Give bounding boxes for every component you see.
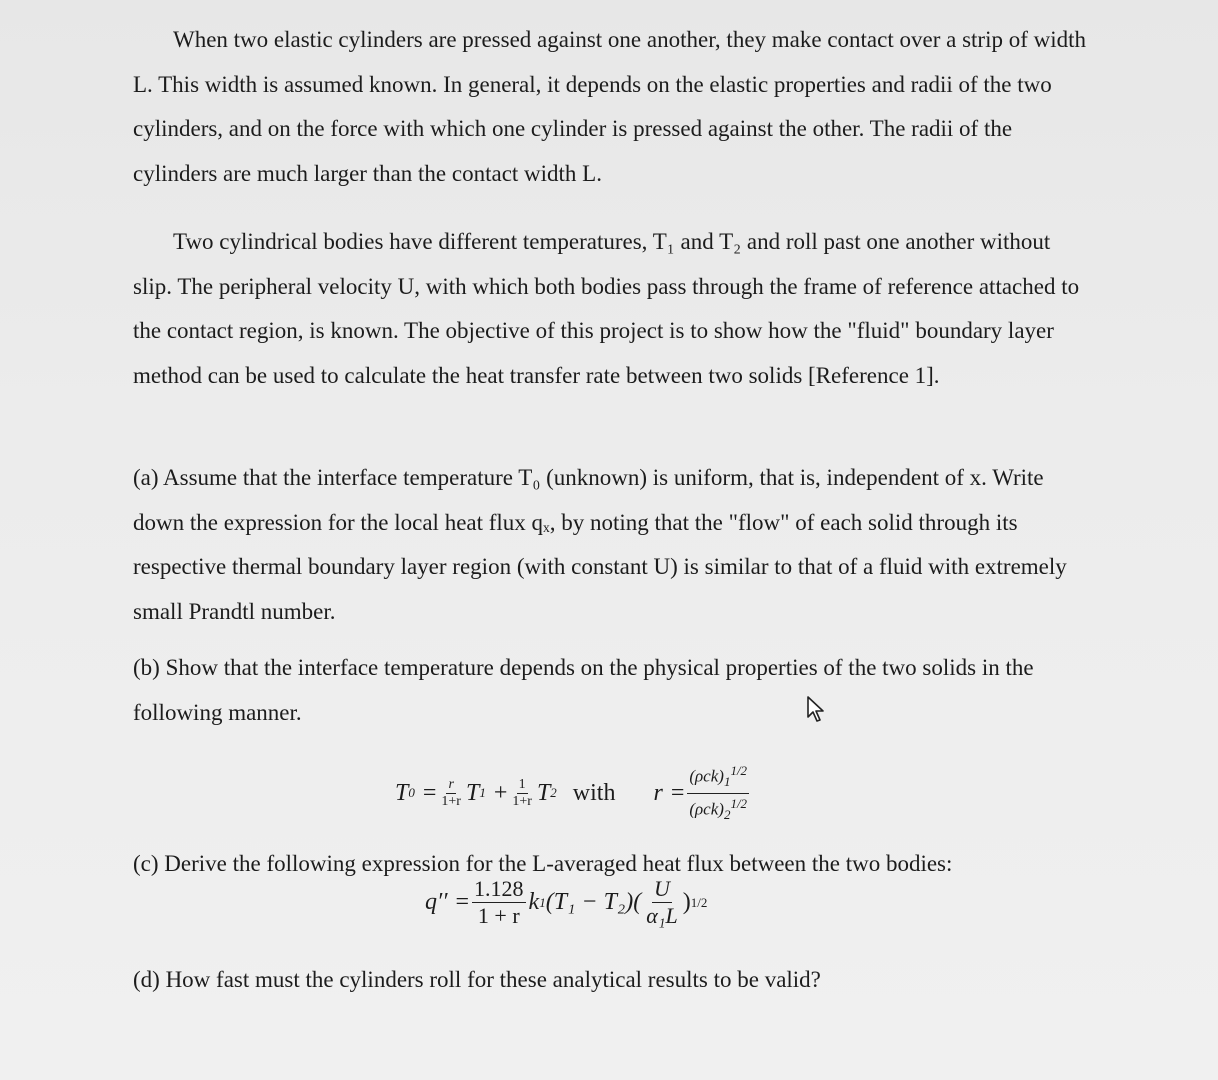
eq1-ratio-den-base: (ρck) [689, 799, 724, 819]
eq1-t2-sub: 2 [550, 785, 557, 800]
paragraph-intro-text: When two elastic cylinders are pressed against one another, they make contact over a strip of width L. This width is assumed known. In general, it depends on the elastic properties and radii of the two cylinders, and on the force with which one cylinder is pressed against the other. The radii of the cylinders are much larger than the contact width L. [133, 27, 1087, 186]
paragraph-problem-text: Two cylindrical bodies have different temperatures, T₁ and T₂ and roll past one another without slip. The peripheral velocity U, with which both bodies pass through the frame of reference attached to the contact region, is known. The objective of this project is to show how the "fluid" boundary layer method can be used to calculate the heat transfer rate between two solids [Reference 1]. [133, 229, 1080, 388]
eq1-lhs-sub: 0 [408, 785, 415, 800]
paragraph-problem [133, 220, 1093, 398]
eq1-frac2-num: 1 [518, 776, 526, 792]
eq2-fraction [472, 876, 526, 929]
eq1-plus: + [493, 779, 508, 806]
eq2-k: k [528, 889, 540, 915]
eq2-alpha-l: α₁L [646, 903, 678, 928]
eq2-frac-num: 1.128 [474, 876, 524, 901]
eq1-ratio-num [687, 761, 749, 793]
eq1-ratio [687, 761, 749, 824]
eq1-ratio-num-base: (ρck) [689, 767, 724, 787]
eq1-ratio-den-sub: 2 [723, 806, 731, 822]
question-a: (a) Assume that the interface temperature T₀ (unknown) is uniform, that is, independent of x. Write down the expression for the local heat flux qₓ, by noting that the "flow" of each solid through its respective thermal boundary layer region (with constant U) is similar to that of a fluid with extremely small Prandtl number. [133, 465, 1067, 624]
eq2-close-paren: ) [682, 889, 691, 915]
eq1-ratio-num-sup: 1/2 [730, 763, 748, 779]
eq1-ratio-den-sup: 1/2 [730, 795, 748, 811]
eq1-t1-sub: 1 [479, 785, 486, 800]
eq2-temperature-diff: (T₁ − T₂)( [545, 889, 642, 915]
question-c: (c) Derive the following expression for the L-averaged heat flux between the two bodies: [133, 851, 953, 876]
eq2-exponent: 1/2 [690, 894, 708, 910]
eq1-lhs: T [395, 779, 409, 806]
equation-averaged-heat-flux [425, 876, 707, 929]
question-d: (d) How fast must the cylinders roll for these analytical results to be valid? [133, 967, 821, 992]
eq1-frac1-den: 1+r [441, 793, 461, 809]
eq1-equals: = [422, 779, 437, 806]
eq2-lhs: q′′ [425, 889, 448, 915]
eq1-frac1-num: r [448, 776, 454, 792]
eq1-fraction-2 [510, 777, 534, 810]
eq1-r-equals: = [670, 779, 685, 806]
eq1-t1: T [465, 779, 480, 806]
eq2-frac-den: 1 + r [477, 903, 520, 928]
eq1-ratio-num-sub: 1 [723, 774, 731, 790]
eq1-with: with [572, 779, 616, 806]
paragraph-intro [133, 18, 1093, 196]
question-b: (b) Show that the interface temperature depends on the physical properties of the two solids in the following manner. [133, 655, 1034, 725]
eq1-r: r [653, 779, 663, 806]
mouse-pointer-icon [806, 695, 830, 723]
eq1-ratio-den [687, 794, 749, 825]
eq1-fraction-1 [439, 777, 463, 810]
eq2-k-sub: 1 [539, 894, 546, 910]
eq2-velocity-fraction [644, 876, 679, 929]
eq1-frac2-den: 1+r [512, 793, 532, 809]
eq1-t2: T [536, 779, 551, 806]
equation-interface-temperature [395, 765, 752, 821]
eq2-equals: = [455, 889, 470, 915]
eq2-u: U [654, 876, 670, 901]
